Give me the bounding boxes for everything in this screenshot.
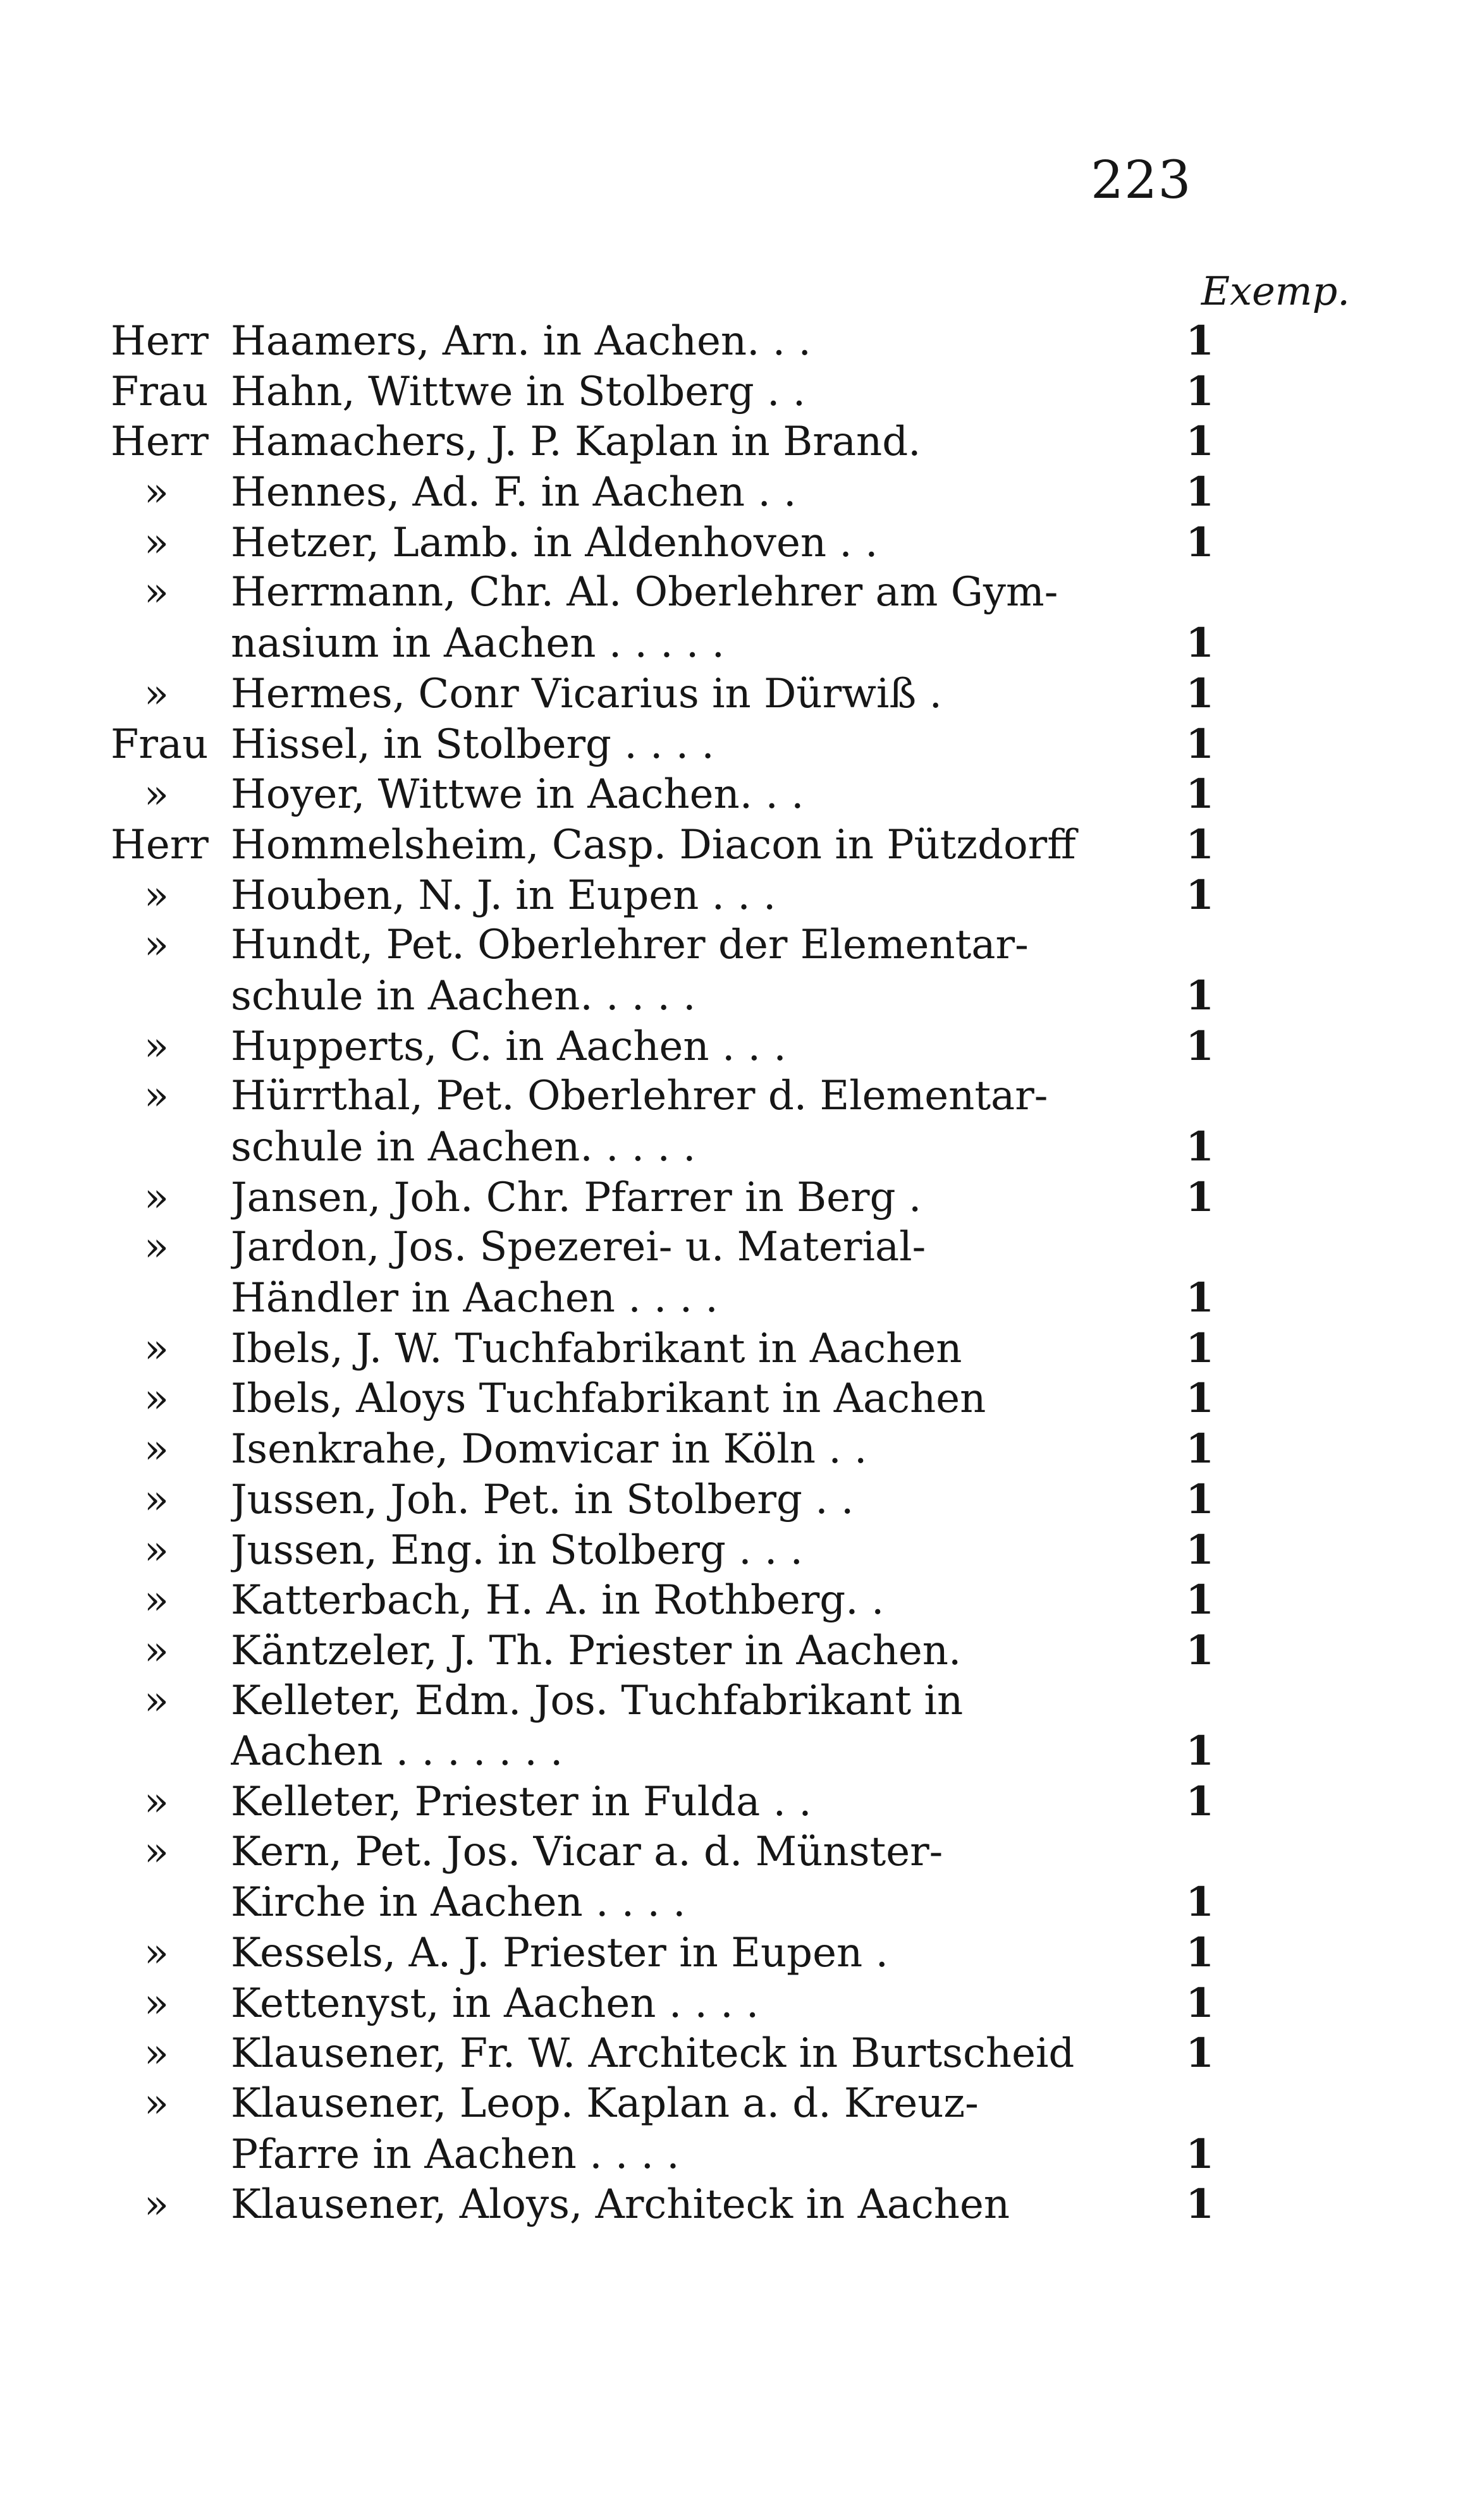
entry-copies: 1	[1185, 1878, 1214, 1927]
entry-text: Katterbach, H. A. in Rothberg. .	[231, 1577, 885, 1624]
page-number: 223	[1091, 150, 1192, 210]
entry-line	[111, 417, 1214, 467]
entry-prefix: »	[144, 1980, 169, 2027]
entry-text: Kirche in Aachen . . . .	[231, 1879, 686, 1927]
entry-prefix: »	[144, 1677, 169, 1724]
entry-prefix: »	[144, 1375, 169, 1423]
entry-line	[111, 1222, 1214, 1273]
entry-prefix: »	[144, 569, 169, 616]
entry-text: Isenkrahe, Domvicar in Köln . .	[231, 1426, 867, 1473]
entry-copies: 1	[1185, 1173, 1214, 1221]
list-item	[111, 1575, 1214, 1626]
entry-text: Jansen, Joh. Chr. Pfarrer in Berg .	[231, 1174, 922, 1221]
entry-copies: 1	[1185, 1727, 1214, 1775]
entry-line	[111, 769, 1214, 820]
entry-prefix: »	[144, 469, 169, 516]
entry-line	[111, 1978, 1214, 2029]
entry-copies: 1	[1185, 1475, 1214, 1523]
entry-text: Kelleter, Edm. Jos. Tuchfabrikant in	[231, 1677, 964, 1724]
list-item	[111, 1373, 1214, 1424]
entry-prefix: »	[144, 1778, 169, 1825]
list-item	[111, 2079, 1214, 2179]
entry-line	[111, 2179, 1214, 2230]
entry-text: Hetzer, Lamb. in Aldenhoven . .	[231, 519, 878, 566]
entry-line	[111, 1122, 1214, 1172]
list-item	[111, 568, 1214, 668]
entry-line	[111, 669, 1214, 719]
entry-prefix: Herr	[111, 821, 209, 868]
entry-line	[111, 1827, 1214, 1878]
list-item	[111, 1324, 1214, 1374]
entry-prefix: Herr	[111, 418, 209, 466]
list-item	[111, 367, 1214, 417]
entry-copies: 1	[1185, 1979, 1214, 2027]
entry-text: Hupperts, C. in Aachen . . .	[231, 1023, 787, 1070]
entry-line	[111, 1777, 1214, 1827]
entry-prefix: »	[144, 922, 169, 969]
entry-line	[111, 719, 1214, 770]
entry-copies: 1	[1185, 871, 1214, 919]
entry-prefix: »	[144, 872, 169, 919]
list-item	[111, 1525, 1214, 1576]
list-item	[111, 1071, 1214, 1172]
entry-text: Houben, N. J. in Eupen . . .	[231, 872, 776, 919]
list-item	[111, 467, 1214, 518]
list-item	[111, 1172, 1214, 1223]
entry-text: Ibels, Aloys Tuchfabrikant in Aachen	[231, 1375, 986, 1423]
entry-copies: 1	[1185, 1626, 1214, 1674]
entry-text: Klausener, Leop. Kaplan a. d. Kreuz-	[231, 2080, 979, 2127]
entry-copies: 1	[1185, 2130, 1214, 2178]
entry-copies: 1	[1185, 1576, 1214, 1624]
entry-text: schule in Aachen. . . . .	[231, 1124, 696, 1171]
entry-line	[111, 1424, 1214, 1475]
list-item	[111, 316, 1214, 367]
entry-line	[111, 820, 1214, 870]
entry-text: Kern, Pet. Jos. Vicar a. d. Münster-	[231, 1828, 943, 1875]
entry-prefix: »	[144, 771, 169, 819]
entry-prefix: »	[144, 2181, 169, 2229]
entry-line	[111, 1273, 1214, 1324]
entry-prefix: »	[144, 1526, 169, 1574]
list-item	[111, 1777, 1214, 1827]
entry-copies: 1	[1185, 669, 1214, 717]
entry-line	[111, 618, 1214, 669]
entry-text: schule in Aachen. . . . .	[231, 972, 696, 1020]
entry-text: Herrmann, Chr. Al. Oberlehrer am Gym-	[231, 569, 1058, 616]
entry-text: Hahn, Wittwe in Stolberg . .	[231, 368, 806, 415]
list-item	[111, 769, 1214, 820]
entry-text: Klausener, Fr. W. Architeck in Burtscheid	[231, 2030, 1075, 2078]
entry-text: Jussen, Joh. Pet. in Stolberg . .	[231, 1476, 854, 1523]
entry-text: Jardon, Jos. Spezerei- u. Material-	[231, 1224, 926, 1271]
entry-line	[111, 316, 1214, 367]
entry-text: nasium in Aachen . . . . .	[231, 620, 725, 667]
entry-text: Jussen, Eng. in Stolberg . . .	[231, 1526, 803, 1574]
entry-line	[111, 1575, 1214, 1626]
entry-line	[111, 1626, 1214, 1676]
list-item	[111, 920, 1214, 1021]
entry-prefix: »	[144, 1073, 169, 1120]
entry-text: Hissel, in Stolberg . . . .	[231, 721, 714, 768]
entry-copies: 1	[1185, 770, 1214, 819]
list-item	[111, 669, 1214, 719]
entry-line	[111, 1877, 1214, 1928]
entry-copies: 1	[1185, 820, 1214, 868]
entry-copies: 1	[1185, 1375, 1214, 1423]
list-item	[111, 1021, 1214, 1072]
entry-text: Kettenyst, in Aachen . . . .	[231, 1980, 759, 2027]
entry-prefix: »	[144, 1174, 169, 1221]
entry-line	[111, 920, 1214, 971]
entry-line	[111, 1726, 1214, 1777]
entry-prefix: »	[144, 2030, 169, 2078]
list-item	[111, 1978, 1214, 2029]
list-item	[111, 1928, 1214, 1978]
entry-line	[111, 467, 1214, 518]
entry-text: Aachen . . . . . . .	[231, 1728, 563, 1775]
entry-copies: 1	[1185, 1274, 1214, 1322]
entry-text: Pfarre in Aachen . . . .	[231, 2131, 680, 2178]
entry-text: Hoyer, Wittwe in Aachen. . .	[231, 771, 804, 819]
entry-prefix: »	[144, 1577, 169, 1624]
entry-prefix: »	[144, 670, 169, 717]
entry-line	[111, 367, 1214, 417]
entry-prefix: »	[144, 2080, 169, 2127]
entry-line	[111, 1071, 1214, 1122]
entry-text: Hamachers, J. P. Kaplan in Brand.	[231, 418, 921, 466]
entry-line	[111, 2129, 1214, 2180]
entry-copies: 1	[1185, 317, 1214, 365]
entry-copies: 1	[1185, 1324, 1214, 1372]
entry-copies: 1	[1185, 1123, 1214, 1171]
entry-prefix: »	[144, 1224, 169, 1271]
entry-copies: 1	[1185, 1777, 1214, 1825]
entry-text: Hürrthal, Pet. Oberlehrer d. Elementar-	[231, 1073, 1048, 1120]
entry-text: Käntzeler, J. Th. Priester in Aachen.	[231, 1627, 962, 1674]
entry-copies: 1	[1185, 418, 1214, 466]
entry-line	[111, 568, 1214, 618]
entry-line	[111, 518, 1214, 568]
subscriber-list	[111, 316, 1214, 2230]
entry-line	[111, 1172, 1214, 1223]
entry-text: Klausener, Aloys, Architeck in Aachen	[231, 2181, 1010, 2229]
entry-text: Kessels, A. J. Priester in Eupen .	[231, 1930, 888, 1976]
entry-line	[111, 2079, 1214, 2129]
entry-copies: 1	[1185, 619, 1214, 667]
list-item	[111, 2179, 1214, 2230]
entry-text: Haamers, Arn. in Aachen. . .	[231, 318, 811, 365]
entry-text: Händler in Aachen . . . .	[231, 1275, 718, 1322]
entry-copies: 1	[1185, 468, 1214, 516]
entry-line	[111, 1373, 1214, 1424]
list-item	[111, 518, 1214, 568]
entry-prefix: »	[144, 1476, 169, 1523]
entry-prefix: »	[144, 1828, 169, 1875]
entry-copies: 1	[1185, 518, 1214, 566]
list-item	[111, 870, 1214, 921]
entry-prefix: Frau	[111, 721, 209, 768]
entry-copies: 1	[1185, 2181, 1214, 2229]
entry-copies: 1	[1185, 1022, 1214, 1070]
entry-line	[111, 1525, 1214, 1576]
entry-line	[111, 971, 1214, 1021]
entry-copies: 1	[1185, 2030, 1214, 2078]
list-item	[111, 1424, 1214, 1475]
entry-line	[111, 1928, 1214, 1978]
entry-text: Kelleter, Priester in Fulda . .	[231, 1778, 812, 1825]
list-item	[111, 1475, 1214, 1525]
entry-text: Hommelsheim, Casp. Diacon in Pützdorff	[231, 821, 1076, 868]
entry-copies: 1	[1185, 971, 1214, 1020]
list-item	[111, 820, 1214, 870]
entry-prefix: Herr	[111, 318, 209, 365]
list-item	[111, 417, 1214, 467]
entry-prefix: »	[144, 1325, 169, 1372]
entry-line	[111, 2028, 1214, 2079]
entry-text: Ibels, J. W. Tuchfabrikant in Aachen	[231, 1325, 962, 1372]
entry-line	[111, 1324, 1214, 1374]
entry-prefix: »	[144, 1627, 169, 1674]
entry-line	[111, 1021, 1214, 1072]
entry-prefix: Frau	[111, 368, 209, 415]
entry-line	[111, 870, 1214, 921]
entry-copies: 1	[1185, 1526, 1214, 1574]
entry-prefix: »	[144, 1023, 169, 1070]
list-item	[111, 1676, 1214, 1777]
entry-copies: 1	[1185, 1425, 1214, 1473]
entry-line	[111, 1676, 1214, 1727]
entry-line	[111, 1475, 1214, 1525]
entry-copies: 1	[1185, 720, 1214, 768]
entry-text: Hermes, Conr Vicarius in Dürwiß .	[231, 670, 942, 717]
entry-text: Hundt, Pet. Oberlehrer der Elementar-	[231, 922, 1029, 969]
entry-copies: 1	[1185, 367, 1214, 415]
entry-prefix: »	[144, 1426, 169, 1473]
list-item	[111, 2028, 1214, 2079]
entry-text: Hennes, Ad. F. in Aachen . .	[231, 469, 797, 516]
entry-copies: 1	[1185, 1929, 1214, 1976]
list-item	[111, 1222, 1214, 1323]
list-item	[111, 1626, 1214, 1676]
list-item	[111, 719, 1214, 770]
entry-prefix: »	[144, 519, 169, 566]
entry-prefix: »	[144, 1930, 169, 1976]
list-item	[111, 1827, 1214, 1928]
column-header-copies: Exemp.	[1201, 268, 1350, 314]
